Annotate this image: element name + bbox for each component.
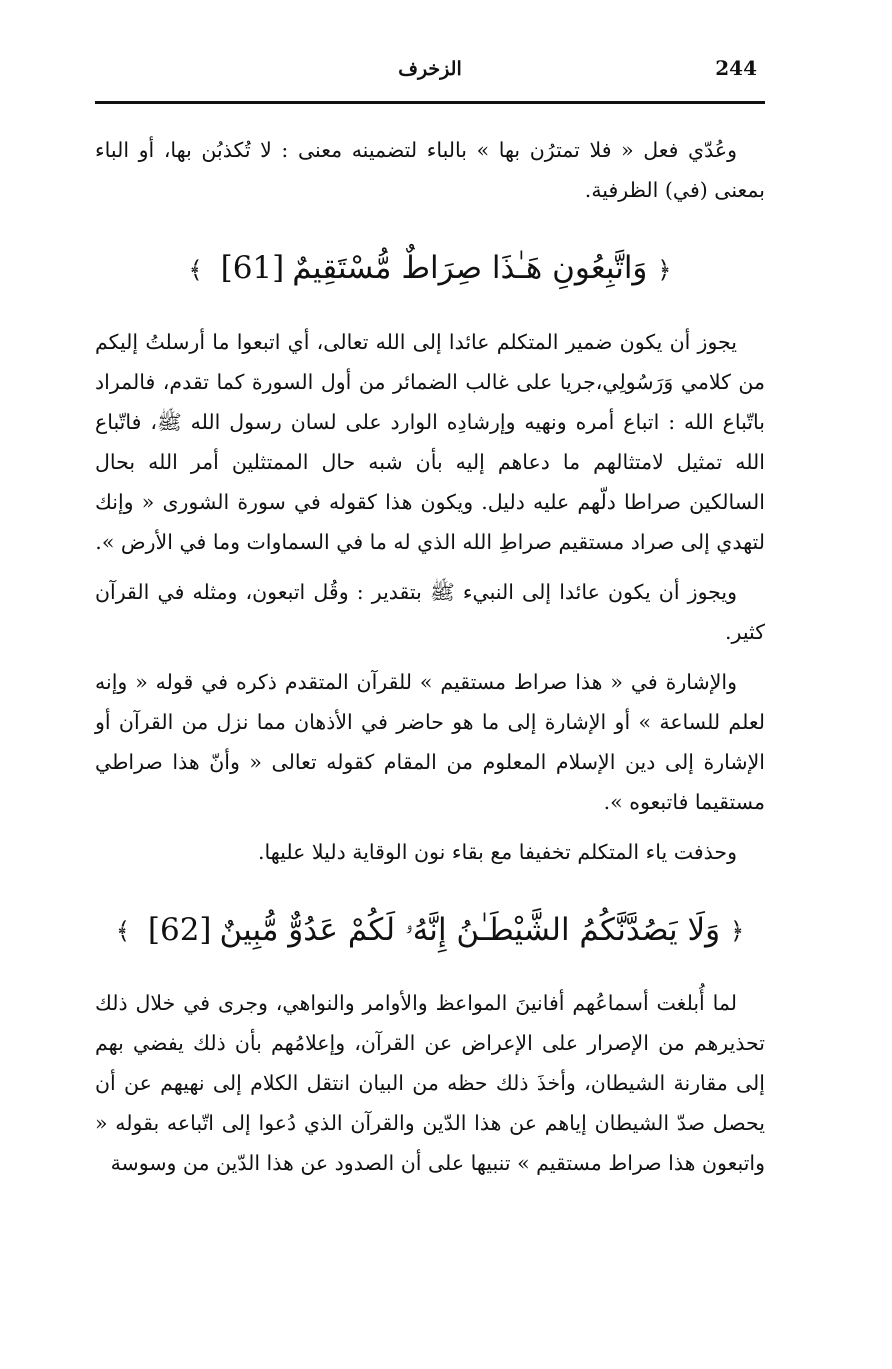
verse-close-ornament: ﴾ (115, 917, 130, 945)
verse-62-text: وَلَا يَصُدَّنَّكُمُ الشَّيْطَـٰنُ إِنَّهُۥ لَكُمْ عَدُوٌّ مُّبِينٌ (219, 911, 721, 948)
verse-61-block (95, 238, 765, 300)
paragraph-omission-note: وحذفت ياء المتكلم تخفيفا مع بقاء نون الوقاية دليلا عليها. (257, 839, 737, 864)
verse-open-ornament: ﴿ (730, 917, 745, 945)
verse-62-number: [62] (147, 911, 212, 948)
verse-61 (179, 238, 682, 300)
paragraph-intro: وعُدّي فعل « فلا تمترُن بها » بالباء لتضمينه معنى : لا تُكذبُن بها، أو الباء بمعنى (في) الظرفية. (95, 138, 765, 202)
verse-61-number: [61] (220, 250, 285, 286)
page-number: 244 (715, 56, 757, 80)
paragraph-pronoun-reference: يجوز أن يكون ضمير المتكلم عائدا إلى الله تعالى، أي اتبعوا ما أرسلتُ إليكم من كلامي وَرَسُولِي،جريا على غالب الضمائر من أول السورة كما تقدم، فالمراد باتّباع الله : اتباع أمره ونهيه وإرشادِه الوارد على لسان رسول الله ﷺ، فاتّباع الله تمثيل لامتثالهم ما دعاهم إليه بأن شبه حال الممتثلين أمر الله بحال السالكين صراطا دلّهم عليه دليل. ويكون هذا كقوله في سورة الشورى « وإنك لتهدي إلى صراد مستقيم صراطِ الله الذي له ما في السماوات وما في الأرض ». (95, 329, 765, 554)
surah-name: الزخرف (398, 58, 462, 80)
verse-close-ornament: ﴾ (188, 255, 203, 284)
verse-62 (106, 900, 754, 962)
verse-62-block (95, 900, 765, 962)
verse-61-text: وَاتَّبِعُونِ هَـٰذَا صِرَاطٌ مُّسْتَقِيمٌ (292, 250, 648, 286)
header-rule (95, 101, 765, 104)
paragraph-alternative-reference: ويجوز أن يكون عائدا إلى النبيء ﷺ بتقدير : وقُل اتبعون، ومثله في القرآن كثير. (95, 579, 765, 644)
paragraph-demonstrative: والإشارة في « هذا صراط مستقيم » للقرآن المتقدم ذكره في قوله « وإنه لعلم للساعة » أو الإشارة إلى ما هو حاضر في الأذهان مما نزل من القرآن أو الإشارة إلى دين الإسلام المعلوم من المقام كقوله تعالى « وأنّ هذا صراطي مستقيما فاتبعوه ». (95, 669, 765, 814)
page-header (95, 52, 765, 94)
paragraph-commentary: لما أُبلغت أسماعُهم أفانينَ المواعظ والأوامر والنواهي، وجرى في خلال ذلك تحذيرهم من الإصرار على الإعراض عن القرآن، وإعلامُهم بأن ذلك يفضي بهم إلى مقارنة الشيطان، وأخذَ ذلك حظه من البيان انتقل الكلام إلى نهيهم عن أن يحصل صدّ الشيطان إياهم عن هذا الدّين والقرآن الذي دُعوا إلى اتّباعه بقوله « واتبعون هذا صراط مستقيم » تنبيها على أن الصدود عن هذا الدّين من وسوسة (95, 991, 765, 1175)
page-body (95, 130, 765, 1183)
verse-open-ornament: ﴿ (657, 255, 672, 284)
